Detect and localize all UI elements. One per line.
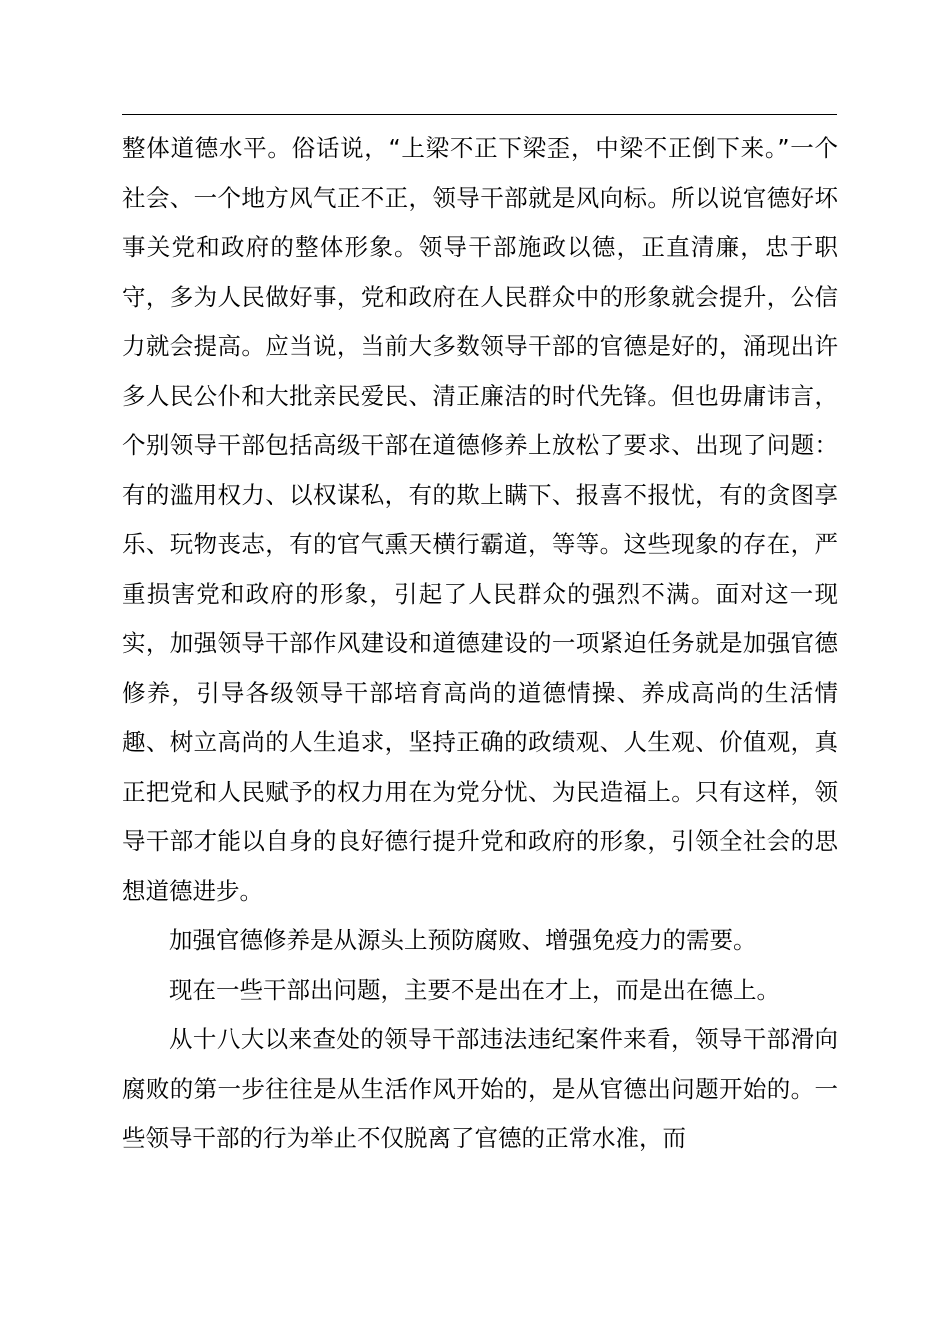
paragraph: 加强官德修养是从源头上预防腐败、增强免疫力的需要。 <box>169 926 757 954</box>
paragraph: 从十八大以来查处的领导干部违法违纪案件来看，领导干部滑向腐败的第一步往往是从生活作风开始的，是从官德出问题开始的。一些领导干部的行为举止不仅脱离了官德的正常水准，而 <box>122 1025 838 1152</box>
header-rule <box>122 114 837 115</box>
document-body <box>122 124 838 1164</box>
paragraph: 现在一些干部出问题，主要不是出在才上，而是出在德上。 <box>169 975 780 1004</box>
paragraph-continued: 整体道德水平。俗话说，“上梁不正下梁歪，中梁不正倒下来。”一个社会、一个地方风气正不正，领导干部就是风向标。所以说官德好坏事关党和政府的整体形象。领导干部施政以德，正直清廉，忠于职守，多为人民做好事，党和政府在人民群众中的形象就会提升，公信力就会提高。应当说，当前大多数领导干部的官德是好的，涌现出许多人民公仆和大批亲民爱民、清正廉洁的时代先锋。但也毋庸讳言，个别领导干部包括高级干部在道德修养上放松了要求、出现了问题：有的滥用权力、以权谋私，有的欺上瞒下、报喜不报忧，有的贪图享乐、玩物丧志，有的官气熏天横行霸道，等等。这些现象的存在，严重损害党和政府的形象，引起了人民群众的强烈不满。面对这一现实，加强领导干部作风建设和道德建设的一项紧迫任务就是加强官德修养，引导各级领导干部培育高尚的道德情操、养成高尚的生活情趣、树立高尚的人生追求，坚持正确的政绩观、人生观、价值观，真正把党和人民赋予的权力用在为党分忧、为民造福上。只有这样，领导干部才能以自身的良好德行提升党和政府的形象，引领全社会的思想道德进步。 <box>122 134 838 905</box>
